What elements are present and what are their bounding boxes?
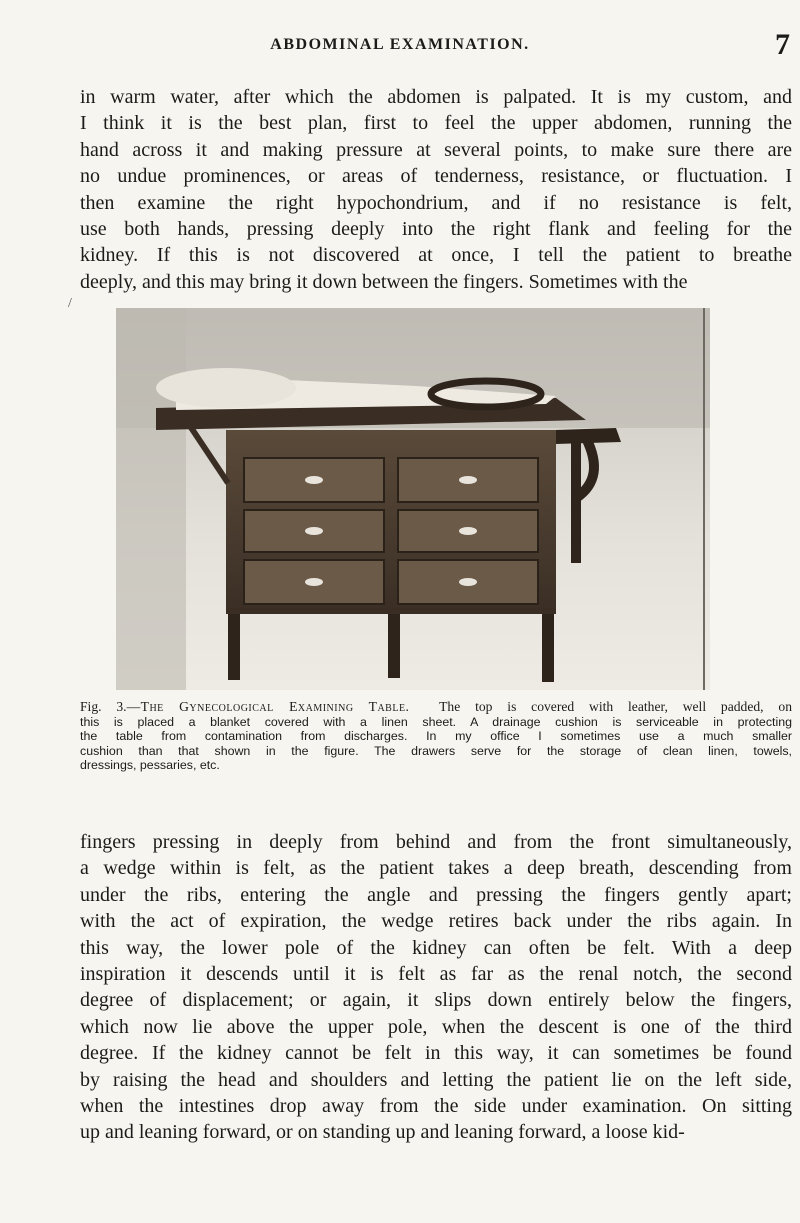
text-line: a wedge within is felt, as the patient takes a deep breath, descending from (80, 857, 792, 880)
figure-label: Fig. 3. (80, 699, 127, 714)
figure-title: —The Gynecological Examining Table. (126, 699, 410, 714)
pillow (156, 368, 296, 408)
figure-caption (80, 700, 792, 773)
text-line: then examine the right hypochondrium, and if no resistance is felt, (80, 191, 792, 214)
text-line: in warm water, after which the abdomen is palpated. It is my custom, and (80, 86, 792, 108)
text-line: inspiration it descends until it is felt as far as the renal notch, the second (80, 963, 792, 986)
text-line: by raising the head and shoulders and letting the patient lie on the left side, (80, 1068, 792, 1091)
body-paragraph-top (80, 84, 792, 295)
text-line: I think it is the best plan, first to feel the upper abdomen, running the (80, 112, 792, 135)
examining-table-illustration (116, 308, 710, 690)
caption-rest (80, 715, 792, 773)
running-head-title: ABDOMINAL EXAMINATION. (270, 36, 530, 53)
text-line: no undue prominences, or areas of tenderness, resistance, or fluctuation. I (80, 165, 792, 188)
text-line: dressings, pessaries, etc. (80, 758, 220, 773)
text-line: fingers pressing in deeply from behind and from the front simultaneously, (80, 831, 792, 853)
caption-first-line (80, 700, 792, 715)
text-line: hand across it and making pressure at several points, to make sure there are (80, 138, 792, 161)
text-line: up and leaning forward, or on standing up and leaning forward, a loose kid- (80, 1121, 685, 1144)
running-head (0, 28, 800, 66)
body-paragraph-bottom (80, 829, 792, 1146)
text-line: this is placed a blanket covered with a linen sheet. A drainage cushion is serviceable in protecting (80, 714, 792, 729)
front-leg-left (228, 608, 240, 680)
front-leg-right (542, 608, 554, 682)
front-leg-center (388, 608, 400, 678)
caption-lead: The top is covered with leather, well padded, on (439, 699, 792, 714)
text-line: with the act of expiration, the wedge retires back under the ribs again. In (80, 910, 792, 933)
text-line: degree of displacement; or again, it slips down entirely below the fingers, (80, 989, 792, 1012)
page-number: 7 (775, 28, 790, 61)
text-line: kidney. If this is not discovered at once, I tell the patient to breathe (80, 244, 792, 267)
stray-pencil-mark: / (68, 296, 72, 311)
text-line: when the intestines drop away from the side under examination. On sitting (80, 1095, 792, 1118)
figure-examining-table-photo (116, 308, 710, 690)
text-line: deeply, and this may bring it down between the fingers. Sometimes with the (80, 270, 688, 293)
text-line: under the ribs, entering the angle and pressing the fingers gently apart; (80, 883, 792, 906)
text-line: cushion than that shown in the figure. The drawers serve for the storage of clean linen, towels, (80, 743, 792, 758)
text-line: use both hands, pressing deeply into the right flank and feeling for the (80, 218, 792, 241)
text-line: the table from contamination from discharges. In my office I sometimes use a much smaller (80, 729, 792, 744)
text-line: degree. If the kidney cannot be felt in this way, it can sometimes be found (80, 1042, 792, 1065)
text-line: which now lie above the upper pole, when the descent is one of the third (80, 1015, 792, 1038)
text-line: this way, the lower pole of the kidney can often be felt. With a deep (80, 936, 792, 959)
